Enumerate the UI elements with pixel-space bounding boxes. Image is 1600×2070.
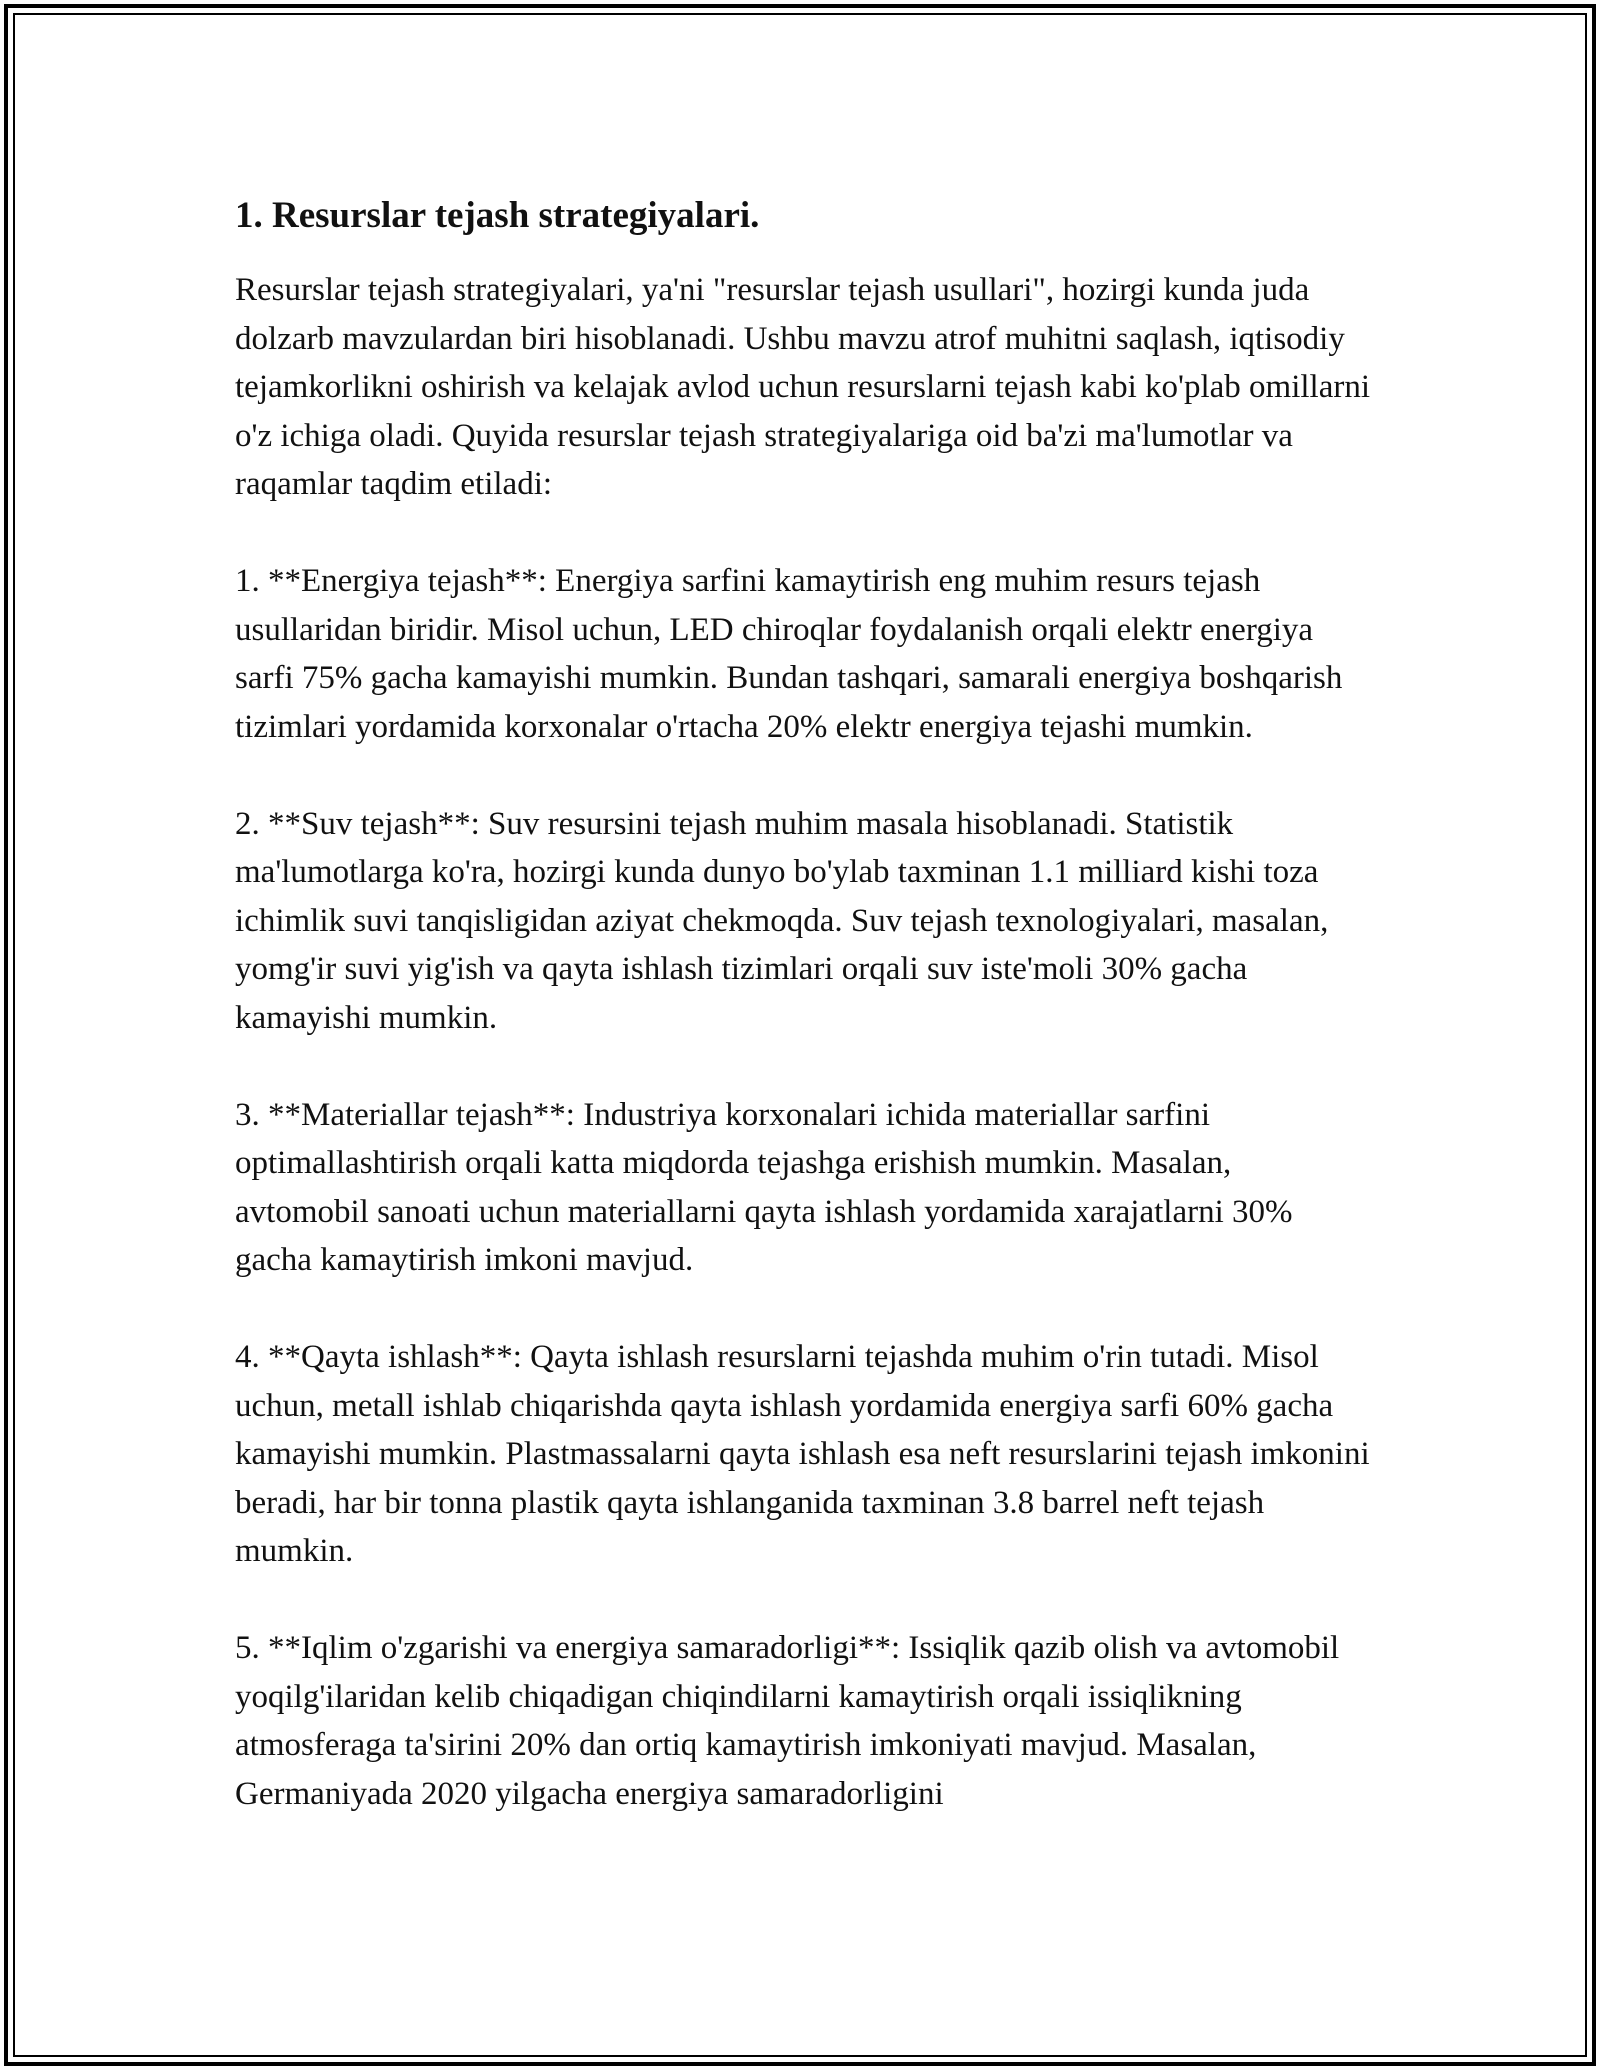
paragraph-energy-saving: 1. **Energiya tejash**: Energiya sarfini kamaytirish eng muhim resurs tejash usullaridan biridir. Misol uchun, LED chiroqlar foydalanish orqali elektr energiya sarfi 75% gacha kamayishi mumkin. Bundan tashqari, samarali energiya boshqarish tizimlari yordamida korxonalar o'rtacha 20% elektr energiya tejashi mumkin.	[235, 563, 1343, 745]
intro-paragraph: Resurslar tejash strategiyalari, ya'ni "resurslar tejash usullari", hozirgi kunda juda dolzarb mavzulardan biri hisoblanadi. Ushbu mavzu atrof muhitni saqlash, iqtisodiy tejamkorlikni oshirish va kelajak avlod uchun resurslarni tejash kabi ko'plab omillarni o'z ichiga oladi. Quyida resurslar tejash strategiyalariga oid ba'zi ma'lumotlar va raqamlar taqdim etiladi:	[235, 272, 1371, 502]
paragraph-recycling: 4. **Qayta ishlash**: Qayta ishlash resurslarni tejashda muhim o'rin tutadi. Misol uchun, metall ishlab chiqarishda qayta ishlash yordamida energiya sarfi 60% gacha kamayishi mumkin. Plastmassalarni qayta ishlash esa neft resurslarini tejash imkonini beradi, har bir tonna plastik qayta ishlanganida taxminan 3.8 barrel neft tejash mumkin.	[235, 1339, 1370, 1569]
paragraph-climate-efficiency: 5. **Iqlim o'zgarishi va energiya samaradorligi**: Issiqlik qazib olish va avtomobil yoqilg'ilaridan kelib chiqadigan chiqindilarni kamaytirish orqali issiqlikning atmosferaga ta'sirini 20% dan ortiq kamaytirish imkoniyati mavjud. Masalan, Germaniyada 2020 yilgacha energiya samaradorligini	[235, 1630, 1340, 1812]
paragraph-materials-saving: 3. **Materiallar tejash**: Industriya korxonalari ichida materiallar sarfini optimallashtirish orqali katta miqdorda tejashga erishish mumkin. Masalan, avtomobil sanoati uchun materiallarni qayta ishlash yordamida xarajatlarni 30% gacha kamaytirish imkoni mavjud.	[235, 1096, 1293, 1278]
document-title: 1. Resurslar tejash strategiyalari.	[235, 195, 760, 236]
document-body	[235, 188, 1370, 1867]
paragraph-water-saving: 2. **Suv tejash**: Suv resursini tejash muhim masala hisoblanadi. Statistik ma'lumotlarga ko'ra, hozirgi kunda dunyo bo'ylab taxminan 1.1 milliard kishi toza ichimlik suvi tanqisligidan aziyat chekmoqda. Suv tejash texnologiyalari, masalan, yomg'ir suvi yig'ish va qayta ishlash tizimlari orqali suv iste'moli 30% gacha kamayishi mumkin.	[235, 805, 1329, 1036]
